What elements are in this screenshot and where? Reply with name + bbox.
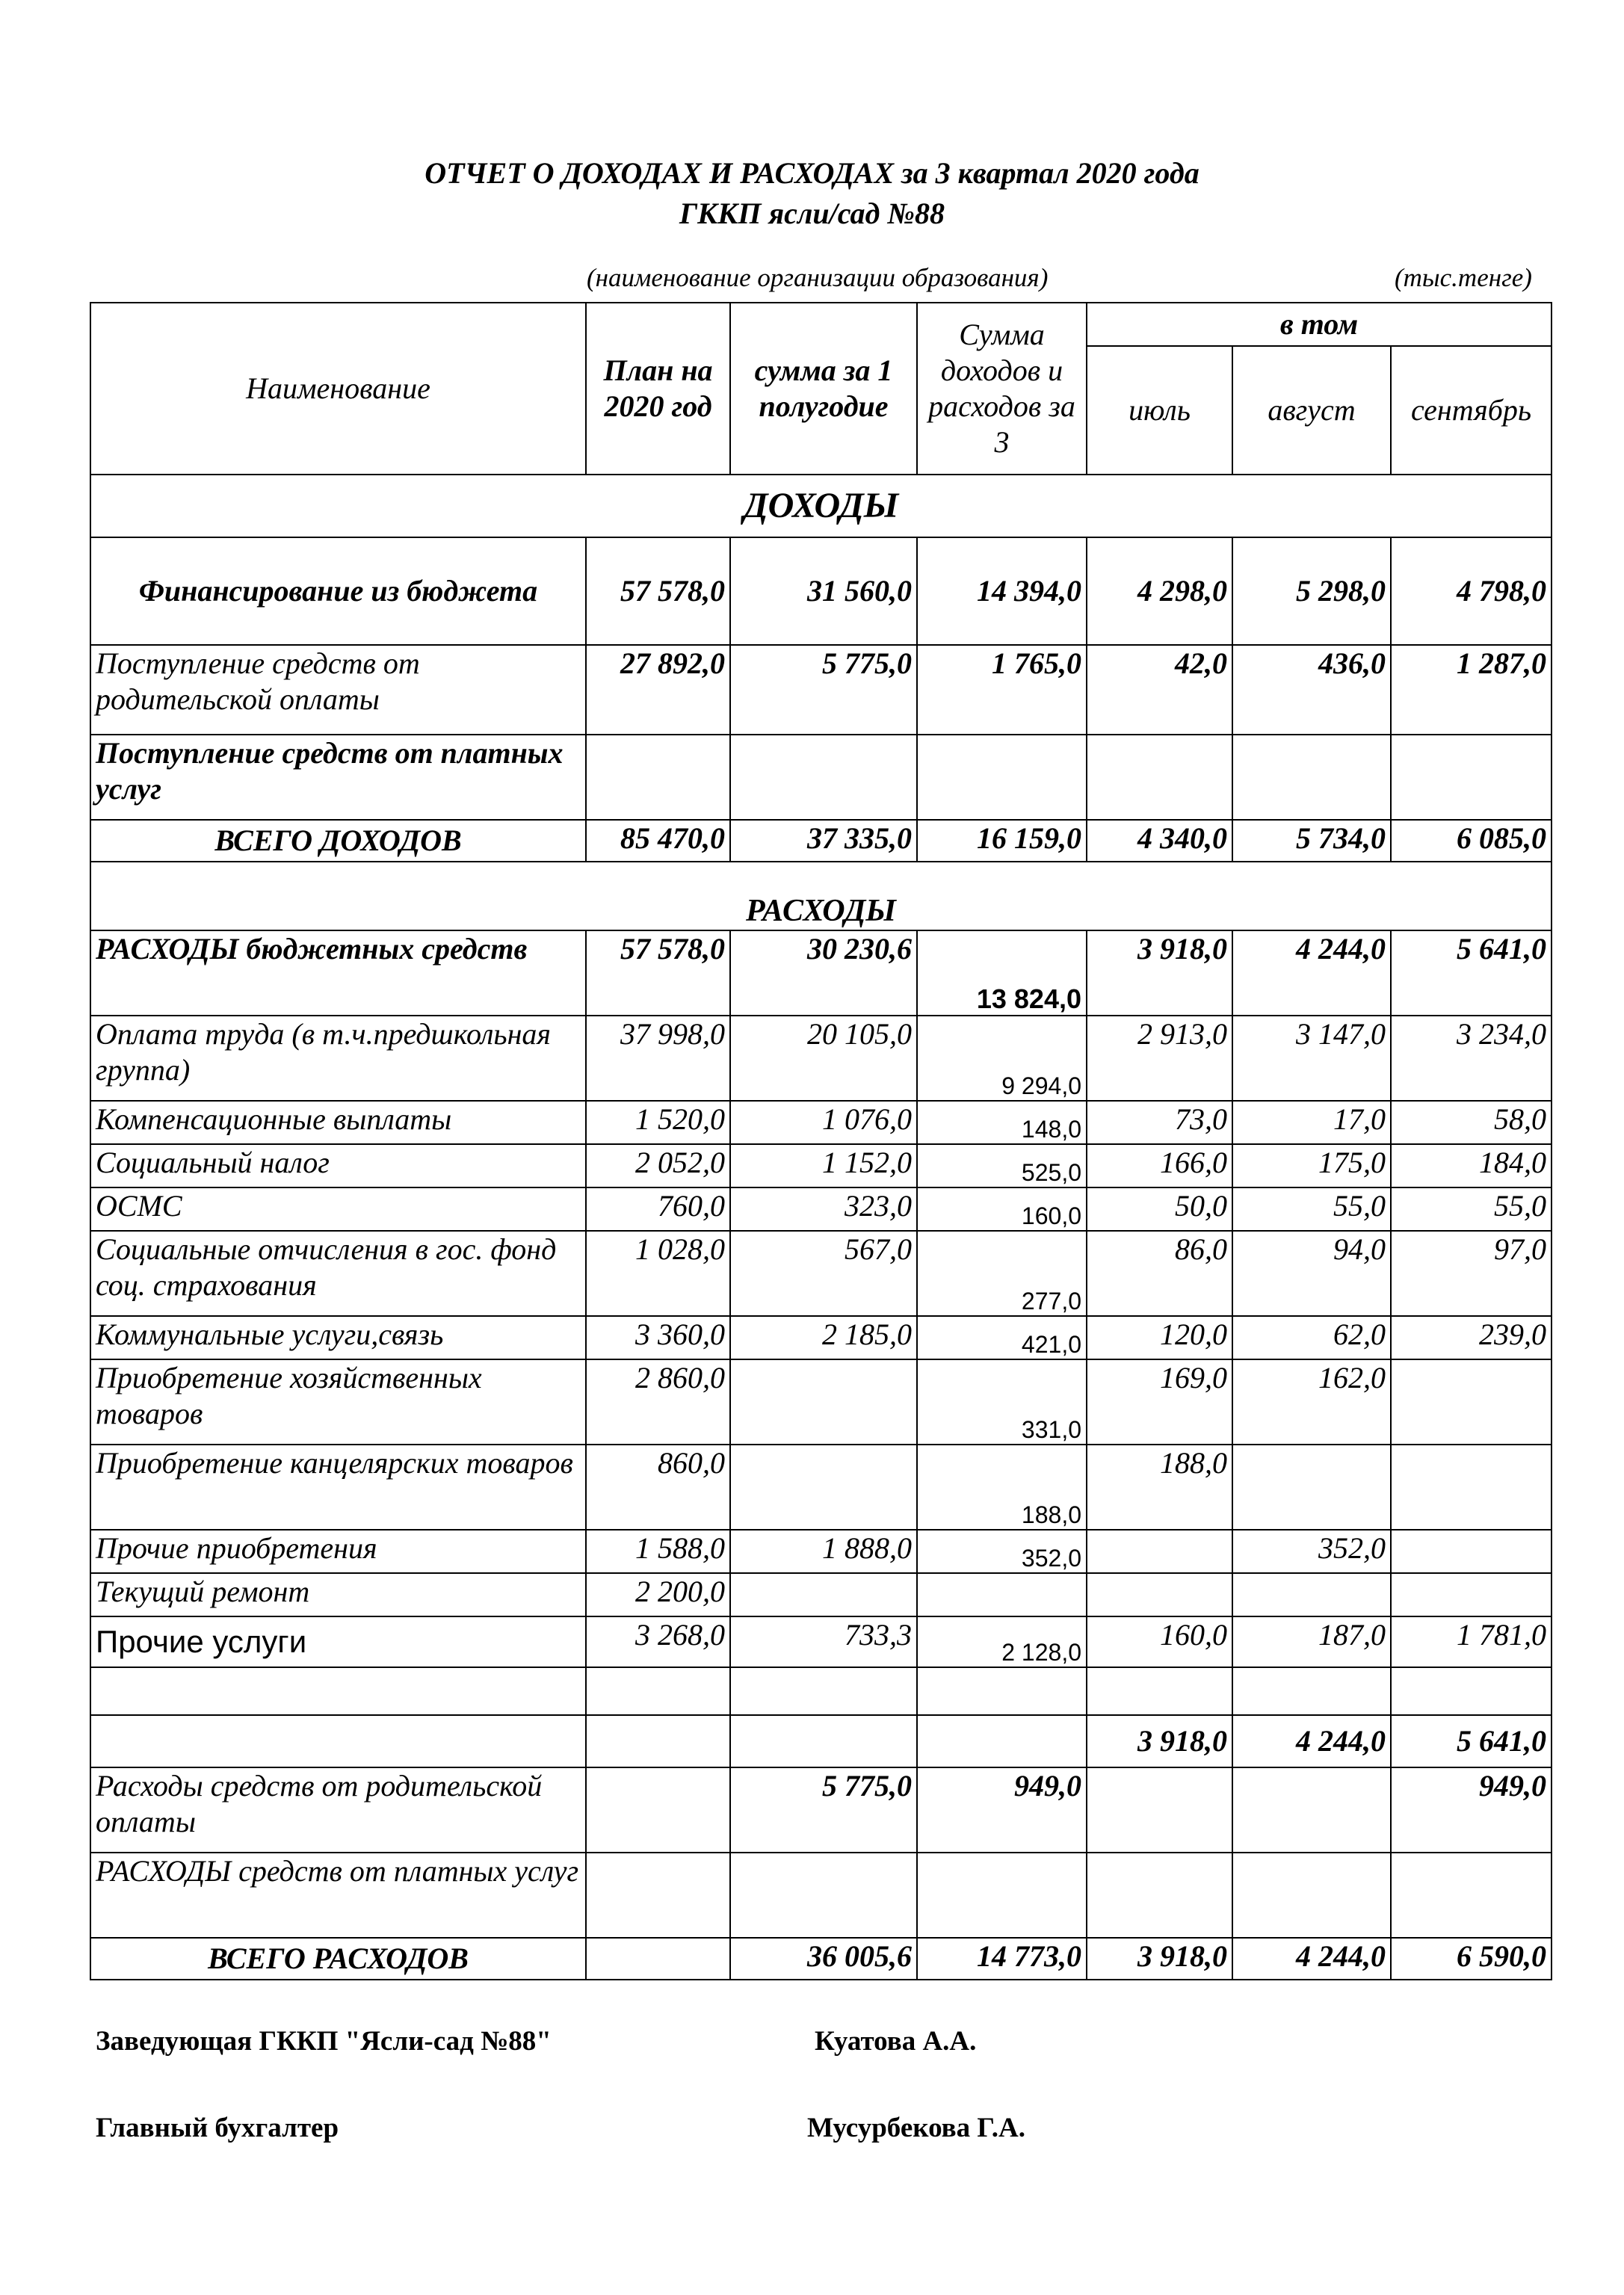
cell-half: 323,0 — [730, 1187, 917, 1231]
cell-august — [1232, 1445, 1391, 1530]
cell-august: 175,0 — [1232, 1144, 1391, 1187]
cell-half — [730, 1359, 917, 1445]
empty-row — [90, 1667, 1552, 1715]
cell-august: 62,0 — [1232, 1316, 1391, 1359]
cell-september — [1391, 735, 1552, 820]
cell-september: 55,0 — [1391, 1187, 1552, 1231]
cell-july: 160,0 — [1087, 1616, 1232, 1667]
cell-july: 42,0 — [1087, 645, 1232, 735]
cell-plan — [586, 735, 730, 820]
cell-september: 5 641,0 — [1391, 930, 1552, 1016]
cell-july: 169,0 — [1087, 1359, 1232, 1445]
cell-plan: 2 052,0 — [586, 1144, 730, 1187]
cell-august — [1232, 735, 1391, 820]
cell-july: 73,0 — [1087, 1101, 1232, 1144]
cell-september — [1391, 1530, 1552, 1573]
organization-caption: (наименование организации образования) — [587, 263, 1049, 292]
income-section-title: ДОХОДЫ — [90, 475, 1552, 537]
header-q3: Сумма доходов и расходов за 3 — [917, 303, 1087, 475]
cell-half: 5 775,0 — [730, 645, 917, 735]
row-name: Расходы средств от родительской оплаты — [90, 1767, 586, 1853]
cell-july: 3 918,0 — [1087, 930, 1232, 1016]
table-row — [90, 1144, 1552, 1187]
table-row — [90, 645, 1552, 735]
row-name: ВСЕГО РАСХОДОВ — [90, 1938, 586, 1980]
cell-plan: 57 578,0 — [586, 930, 730, 1016]
cell-half: 5 775,0 — [730, 1767, 917, 1853]
cell-plan: 2 200,0 — [586, 1573, 730, 1616]
cell-plan: 760,0 — [586, 1187, 730, 1231]
organization-title: ГККП ясли/сад №88 — [679, 197, 945, 230]
cell-september: 1 781,0 — [1391, 1616, 1552, 1667]
row-name: ВСЕГО ДОХОДОВ — [90, 820, 586, 862]
cell-half: 2 185,0 — [730, 1316, 917, 1359]
cell-september: 184,0 — [1391, 1144, 1552, 1187]
accountant-signature-label: Главный бухгалтер — [96, 2113, 339, 2143]
cell-july: 2 913,0 — [1087, 1016, 1232, 1101]
cell-july: 3 918,0 — [1087, 1715, 1232, 1767]
expense-parent-row — [90, 1767, 1552, 1853]
cell-q3: 421,0 — [917, 1316, 1087, 1359]
row-name: РАСХОДЫ бюджетных средств — [90, 930, 586, 1016]
header-name: Наименование — [90, 303, 586, 475]
cell-q3: 949,0 — [917, 1767, 1087, 1853]
cell-july: 3 918,0 — [1087, 1938, 1232, 1980]
header-including: в том — [1087, 303, 1552, 346]
cell-q3: 525,0 — [917, 1144, 1087, 1187]
cell-plan: 860,0 — [586, 1445, 730, 1530]
cell-q3: 331,0 — [917, 1359, 1087, 1445]
cell-july: 166,0 — [1087, 1144, 1232, 1187]
cell-august — [1232, 1573, 1391, 1616]
cell-august: 187,0 — [1232, 1616, 1391, 1667]
cell-september: 949,0 — [1391, 1767, 1552, 1853]
cell-q3: 14 773,0 — [917, 1938, 1087, 1980]
cell-september: 1 287,0 — [1391, 645, 1552, 735]
cell-plan — [586, 1938, 730, 1980]
cell-plan: 85 470,0 — [586, 820, 730, 862]
cell-august: 4 244,0 — [1232, 1938, 1391, 1980]
cell-q3: 2 128,0 — [917, 1616, 1087, 1667]
cell-september — [1391, 1573, 1552, 1616]
row-name: Прочие услуги — [90, 1616, 586, 1667]
cell-q3: 188,0 — [917, 1445, 1087, 1530]
header-july: июль — [1087, 346, 1232, 475]
cell-half: 36 005,6 — [730, 1938, 917, 1980]
table-row — [90, 1187, 1552, 1231]
income-expense-table — [90, 302, 1552, 1980]
cell-september: 58,0 — [1391, 1101, 1552, 1144]
table-row — [90, 1445, 1552, 1530]
cell-july: 188,0 — [1087, 1445, 1232, 1530]
cell-q3 — [917, 735, 1087, 820]
cell-q3: 9 294,0 — [917, 1016, 1087, 1101]
cell-q3: 352,0 — [917, 1530, 1087, 1573]
cell-july: 4 340,0 — [1087, 820, 1232, 862]
cell-half: 1 152,0 — [730, 1144, 917, 1187]
cell-august: 55,0 — [1232, 1187, 1391, 1231]
cell-september: 4 798,0 — [1391, 537, 1552, 645]
expense-section-row — [90, 862, 1552, 930]
head-signature-name: Куатова А.А. — [815, 2026, 977, 2057]
header-row — [90, 303, 1552, 346]
cell-august: 352,0 — [1232, 1530, 1391, 1573]
expense-paid-row — [90, 1853, 1552, 1938]
cell-august: 17,0 — [1232, 1101, 1391, 1144]
row-name: Социальные отчисления в гос. фонд соц. страхования — [90, 1231, 586, 1316]
cell-september: 97,0 — [1391, 1231, 1552, 1316]
income-section-row — [90, 475, 1552, 537]
expense-section-title: РАСХОДЫ — [90, 862, 1552, 930]
table-row — [90, 1359, 1552, 1445]
cell-august: 162,0 — [1232, 1359, 1391, 1445]
table-row — [90, 1530, 1552, 1573]
cell-half: 31 560,0 — [730, 537, 917, 645]
cell-half: 1 076,0 — [730, 1101, 917, 1144]
cell-august: 94,0 — [1232, 1231, 1391, 1316]
cell-half — [730, 735, 917, 820]
cell-august: 436,0 — [1232, 645, 1391, 735]
cell-q3: 13 824,0 — [917, 930, 1087, 1016]
cell-q3: 277,0 — [917, 1231, 1087, 1316]
cell-plan: 1 520,0 — [586, 1101, 730, 1144]
expense-budget-row — [90, 930, 1552, 1016]
cell-q3: 16 159,0 — [917, 820, 1087, 862]
cell-august: 4 244,0 — [1232, 1715, 1391, 1767]
cell-september: 239,0 — [1391, 1316, 1552, 1359]
cell-august: 5 734,0 — [1232, 820, 1391, 862]
cell-july: 120,0 — [1087, 1316, 1232, 1359]
cell-july: 50,0 — [1087, 1187, 1232, 1231]
cell-plan: 37 998,0 — [586, 1016, 730, 1101]
cell-plan: 1 028,0 — [586, 1231, 730, 1316]
cell-september — [1391, 1359, 1552, 1445]
cell-half: 30 230,6 — [730, 930, 917, 1016]
currency-unit: (тыс.тенге) — [1395, 263, 1532, 292]
expense-subtotal-row — [90, 1715, 1552, 1767]
header-august: август — [1232, 346, 1391, 475]
row-name: Поступление средств от платных услуг — [90, 735, 586, 820]
table-row — [90, 537, 1552, 645]
row-name: Прочие приобретения — [90, 1530, 586, 1573]
cell-half: 1 888,0 — [730, 1530, 917, 1573]
report-title: ОТЧЕТ О ДОХОДАХ И РАСХОДАХ за 3 квартал 2020 года — [424, 156, 1200, 190]
expense-total-row — [90, 1938, 1552, 1980]
cell-september: 6 085,0 — [1391, 820, 1552, 862]
row-name: РАСХОДЫ средств от платных услуг — [90, 1853, 586, 1938]
cell-q3 — [917, 1573, 1087, 1616]
cell-august: 3 147,0 — [1232, 1016, 1391, 1101]
cell-q3: 160,0 — [917, 1187, 1087, 1231]
cell-plan: 3 360,0 — [586, 1316, 730, 1359]
cell-plan: 2 860,0 — [586, 1359, 730, 1445]
cell-half: 37 335,0 — [730, 820, 917, 862]
table-row — [90, 1616, 1552, 1667]
row-name: Приобретение канцелярских товаров — [90, 1445, 586, 1530]
cell-plan: 1 588,0 — [586, 1530, 730, 1573]
cell-july — [1087, 735, 1232, 820]
cell-august: 4 244,0 — [1232, 930, 1391, 1016]
row-name: Оплата труда (в т.ч.предшкольная группа) — [90, 1016, 586, 1101]
cell-plan: 3 268,0 — [586, 1616, 730, 1667]
cell-july: 4 298,0 — [1087, 537, 1232, 645]
income-total-row — [90, 820, 1552, 862]
cell-september — [1391, 1445, 1552, 1530]
cell-july: 86,0 — [1087, 1231, 1232, 1316]
table-row — [90, 1016, 1552, 1101]
row-name: Приобретение хозяйственных товаров — [90, 1359, 586, 1445]
cell-half — [730, 1445, 917, 1530]
row-name: Социальный налог — [90, 1144, 586, 1187]
cell-september: 6 590,0 — [1391, 1938, 1552, 1980]
table-row — [90, 1101, 1552, 1144]
row-name: Компенсационные выплаты — [90, 1101, 586, 1144]
row-name: Поступление средств от родительской оплаты — [90, 645, 586, 735]
cell-july — [1087, 1530, 1232, 1573]
head-signature-label: Заведующая ГККП "Ясли-сад №88" — [96, 2026, 552, 2057]
cell-plan: 27 892,0 — [586, 645, 730, 735]
table-row — [90, 1316, 1552, 1359]
cell-plan: 57 578,0 — [586, 537, 730, 645]
cell-q3: 14 394,0 — [917, 537, 1087, 645]
cell-half — [730, 1573, 917, 1616]
cell-half: 567,0 — [730, 1231, 917, 1316]
cell-half: 733,3 — [730, 1616, 917, 1667]
cell-q3: 148,0 — [917, 1101, 1087, 1144]
cell-september: 3 234,0 — [1391, 1016, 1552, 1101]
accountant-signature-name: Мусурбекова Г.А. — [807, 2113, 1025, 2143]
header-plan: План на 2020 год — [586, 303, 730, 475]
row-name: ОСМС — [90, 1187, 586, 1231]
cell-half: 20 105,0 — [730, 1016, 917, 1101]
table-row — [90, 1231, 1552, 1316]
cell-q3: 1 765,0 — [917, 645, 1087, 735]
table-row — [90, 1573, 1552, 1616]
cell-july — [1087, 1573, 1232, 1616]
cell-august: 5 298,0 — [1232, 537, 1391, 645]
row-name: Текущий ремонт — [90, 1573, 586, 1616]
cell-september: 5 641,0 — [1391, 1715, 1552, 1767]
row-name: Финансирование из бюджета — [90, 537, 586, 645]
header-half: сумма за 1 полугодие — [730, 303, 917, 475]
row-name: Коммунальные услуги,связь — [90, 1316, 586, 1359]
table-row — [90, 735, 1552, 820]
header-september: сентябрь — [1391, 346, 1552, 475]
